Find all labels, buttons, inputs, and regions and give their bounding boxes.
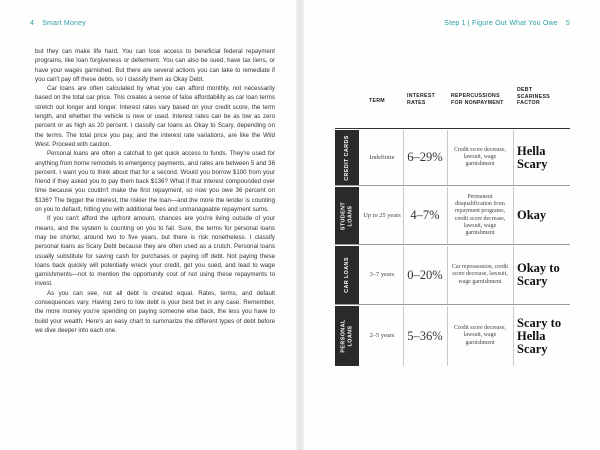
paragraph: As you can see, not all debt is created equal. Rates, terms, and default consequences vary. Having zero to low debt is your best bet in any case. Remember, the more money you're spending on paying someone else back, the less you have to build your wealth. Here's an easy chart to summarize the different types of debt before we dive deeper into each one. [35,289,275,334]
row-label-tab [335,246,359,304]
table-header [335,87,570,128]
header-rule [335,128,570,129]
paragraph: If you can't afford the upfront amount, chances are you're living outside of your means, and the system is counting on you to fail. Sure, the terms for personal loans may be shorter, around two to five years, but there is risk nonetheless. I classify personal loans as Scary Debt because they are often used as a crutch. Personal loans usually substitute for saving cash for purchases or paying off debt. Not paying these loans back quickly will potentially wreck your credit, get you sued, and lead to wage garnishments—not to mention the opportunity cost of not using these repayments to invest. [35,215,275,288]
term-cell: Indefinite [369,153,395,161]
row-label-tab [335,130,359,185]
row-label: STUDENT LOANS [340,201,353,230]
paragraph: but they can make life hard. You can lose access to beneficial federal repayment programs, like loan forgiveness or deferment. You can also be sued, have tax liens, or have your wages garnished. But there are several actions you can take to remediate if you can't pay off these debts, so I classify them as Okay Debt. [35,48,275,83]
column-divider [513,187,514,244]
table-row-car-loans [335,246,570,304]
rate-cell: 6–29% [407,150,443,164]
repercussions-cell: Credit score decrease, lawsuit, wage garnishment [454,325,506,346]
body-text [35,47,275,335]
book-title: Smart Money [42,20,86,27]
scariness-cell: Hella Scary [517,143,548,171]
left-running-head [30,20,86,27]
row-label: CAR LOANS [343,257,350,293]
rate-cell: 4–7% [410,208,440,222]
gutter [296,0,304,450]
column-divider [447,306,448,366]
left-page-number: 4 [30,20,35,27]
header-interest-rates: INTEREST RATES [407,93,436,106]
rate-cell: 5–36% [407,328,443,343]
row-rule [335,244,570,245]
column-divider [513,130,514,185]
paragraph: Car loans are often calculated by what you can afford monthly, not necessarily based on the total car price. This creates a sense of false affordability as car loan terms stretch out longer and longer. Interest rates vary based on your credit score, the term length, and whether the vehicle is new or used. Interest rates can be as low as zero percent or as high as 20 percent. I classify car loans as Okay to Scary, depending on the terms. The total price you pay, and the interest rate variations, are like the Wild West. Proceed with caution. [35,85,275,148]
scariness-cell: Okay [517,208,547,222]
right-page-number: 5 [565,20,570,27]
scariness-cell: Scary to Hella Scary [517,315,562,356]
row-label-tab [335,306,359,366]
row-label-tab [335,187,359,244]
paragraph: Personal loans are often a catchall to get quick access to funds. They're used for anything from home remodels to emergency payments, and rates are between 5 and 36 percent. I want you to think about that for a second. Would you borrow $100 from your friend if they asked you to pay them back $136? What if that interest compounded over time because you couldn't make the first repayment, so now you owe 36 percent on $136? The bigger the interest, the riskier the loan—and the more the lender is counting on you to default, hitting you with additional fees and unmanageable repayment sums. [35,150,275,214]
repercussions-cell: Permanent disqualification from repayment programs, credit score decrease, lawsuit, wage garnishment [454,193,506,237]
row-rule [335,185,570,186]
rate-cell: 0–20% [407,267,443,282]
column-divider [513,246,514,304]
table-row-student-loans [335,187,570,244]
table-row-personal-loans [335,306,570,366]
header-scariness: DEBT SCARINESS FACTOR [517,87,550,107]
row-rule [335,304,570,305]
column-divider [513,306,514,366]
header-repercussions: REPERCUSSIONS FOR NONPAYMENT [451,93,504,106]
row-label: CREDIT CARDS [343,134,350,181]
column-divider [447,130,448,185]
scariness-cell: Okay to Scary [517,261,560,288]
term-cell: 2–5 years [369,332,395,339]
term-cell: Up to 25 years [363,211,401,219]
term-cell: 3–7 years [369,271,395,278]
repercussions-cell: Car repossession, credit score decrease, lawsuit, wage garnishment [451,264,509,285]
repercussions-cell: Credit score decrease, lawsuit, wage garnishment [454,146,506,168]
column-divider [447,246,448,304]
column-divider [447,187,448,244]
right-running-head [444,20,570,27]
row-label: PERSONAL LOANS [340,319,353,353]
header-term: TERM [369,98,385,104]
table-row-credit-cards [335,130,570,185]
chapter-title: Step 1 | Figure Out What You Owe [444,20,558,27]
